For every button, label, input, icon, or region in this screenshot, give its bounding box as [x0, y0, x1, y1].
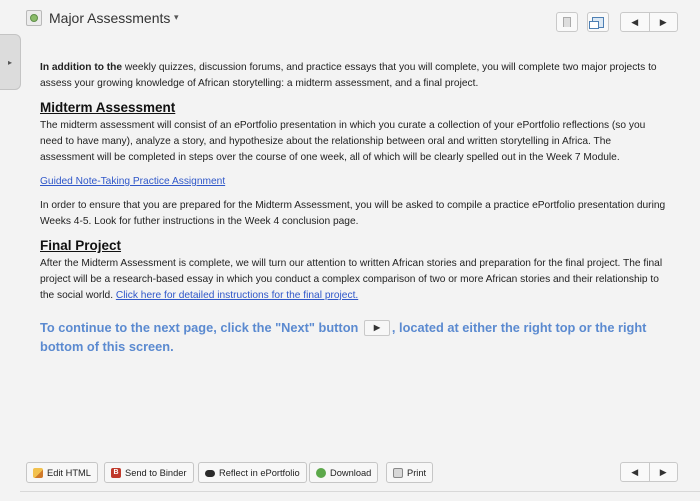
next-instruction-part2: , located at either the right top or the right bottom of this screen. — [40, 320, 647, 354]
final-project-heading: Final Project — [40, 238, 122, 253]
next-page-button[interactable]: ▶ — [649, 13, 678, 31]
final-project-body — [40, 256, 668, 304]
open-new-window-button[interactable] — [587, 12, 609, 32]
previous-page-button[interactable]: ◀ — [631, 16, 639, 27]
next-page-button-bottom[interactable]: ▶ — [649, 463, 678, 481]
intro-lead: In addition to the — [40, 62, 123, 73]
new-window-icon — [592, 17, 604, 28]
bookmark-button[interactable] — [556, 12, 578, 32]
send-to-binder-label: Send to Binder — [125, 467, 187, 478]
next-instruction — [40, 318, 668, 356]
topic-header — [0, 0, 700, 40]
edit-html-label: Edit HTML — [47, 467, 91, 478]
binder-icon: B — [111, 468, 121, 478]
intro-paragraph — [40, 60, 668, 92]
reflect-in-eportfolio-button[interactable] — [198, 462, 307, 483]
cloud-icon — [205, 470, 215, 477]
intro-text: weekly quizzes, discussion forums, and practice essays that you will complete, you will complete two major projects to assess your growing knowledge of African storytelling: a midterm assessment, and a final project. — [40, 62, 657, 89]
midterm-body: The midterm assessment will consist of an ePortfolio presentation in which you curate a collection of your ePortfolio reflections (so you need to have many), analyze a story, and hypothesize about the relationship between oral and written storytelling in Africa. The assessment will be completed in steps over the course of one week, all of which will be clearly spelled out in the Week 7 Module. — [40, 120, 646, 163]
inline-next-icon: ▶ — [364, 320, 390, 336]
topic-icon — [26, 10, 42, 26]
chevron-right-icon: ▸ — [7, 57, 12, 67]
edit-html-button[interactable] — [26, 462, 98, 483]
divider — [20, 491, 700, 492]
bookmark-icon — [563, 17, 571, 27]
printer-icon — [393, 468, 403, 478]
final-project-instructions-link[interactable]: Click here for detailed instructions for the final project. — [115, 290, 359, 301]
send-to-binder-button[interactable] — [104, 462, 194, 483]
page-title: Major Assessments — [49, 10, 171, 26]
title-menu-caret-icon[interactable]: ▾ — [174, 12, 179, 22]
download-button[interactable] — [309, 462, 378, 483]
top-nav — [620, 12, 678, 32]
print-label: Print — [407, 467, 427, 478]
guided-note-taking-link[interactable]: Guided Note-Taking Practice Assignment — [40, 176, 226, 187]
pencil-icon — [33, 468, 43, 478]
download-icon — [316, 468, 326, 478]
midterm-note: In order to ensure that you are prepared for the Midterm Assessment, you will be asked to compile a practice ePortfolio presentation during Weeks 4-5. Look for futher instructions in the Week 4 conclusion page. — [40, 200, 666, 227]
final-project-text: After the Midterm Assessment is complete, we will turn our attention to written African stories and preparation for the final project. The final project will be a research-based essay in which you conduct a complex comparison of two or more African stories and their relationship to the social world. — [40, 258, 663, 301]
bottom-toolbar — [0, 460, 700, 488]
bottom-nav — [620, 462, 678, 482]
midterm-heading: Midterm Assessment — [40, 100, 176, 115]
previous-page-button-bottom[interactable]: ◀ — [631, 466, 639, 477]
next-instruction-part1: To continue to the next page, click the "Next" button — [40, 320, 359, 335]
reflect-label: Reflect in ePortfolio — [219, 467, 300, 478]
side-panel-toggle[interactable] — [0, 34, 21, 90]
topic-content — [40, 60, 668, 356]
download-label: Download — [330, 467, 372, 478]
print-button[interactable] — [386, 462, 433, 483]
guided-note-link-row — [40, 174, 668, 190]
